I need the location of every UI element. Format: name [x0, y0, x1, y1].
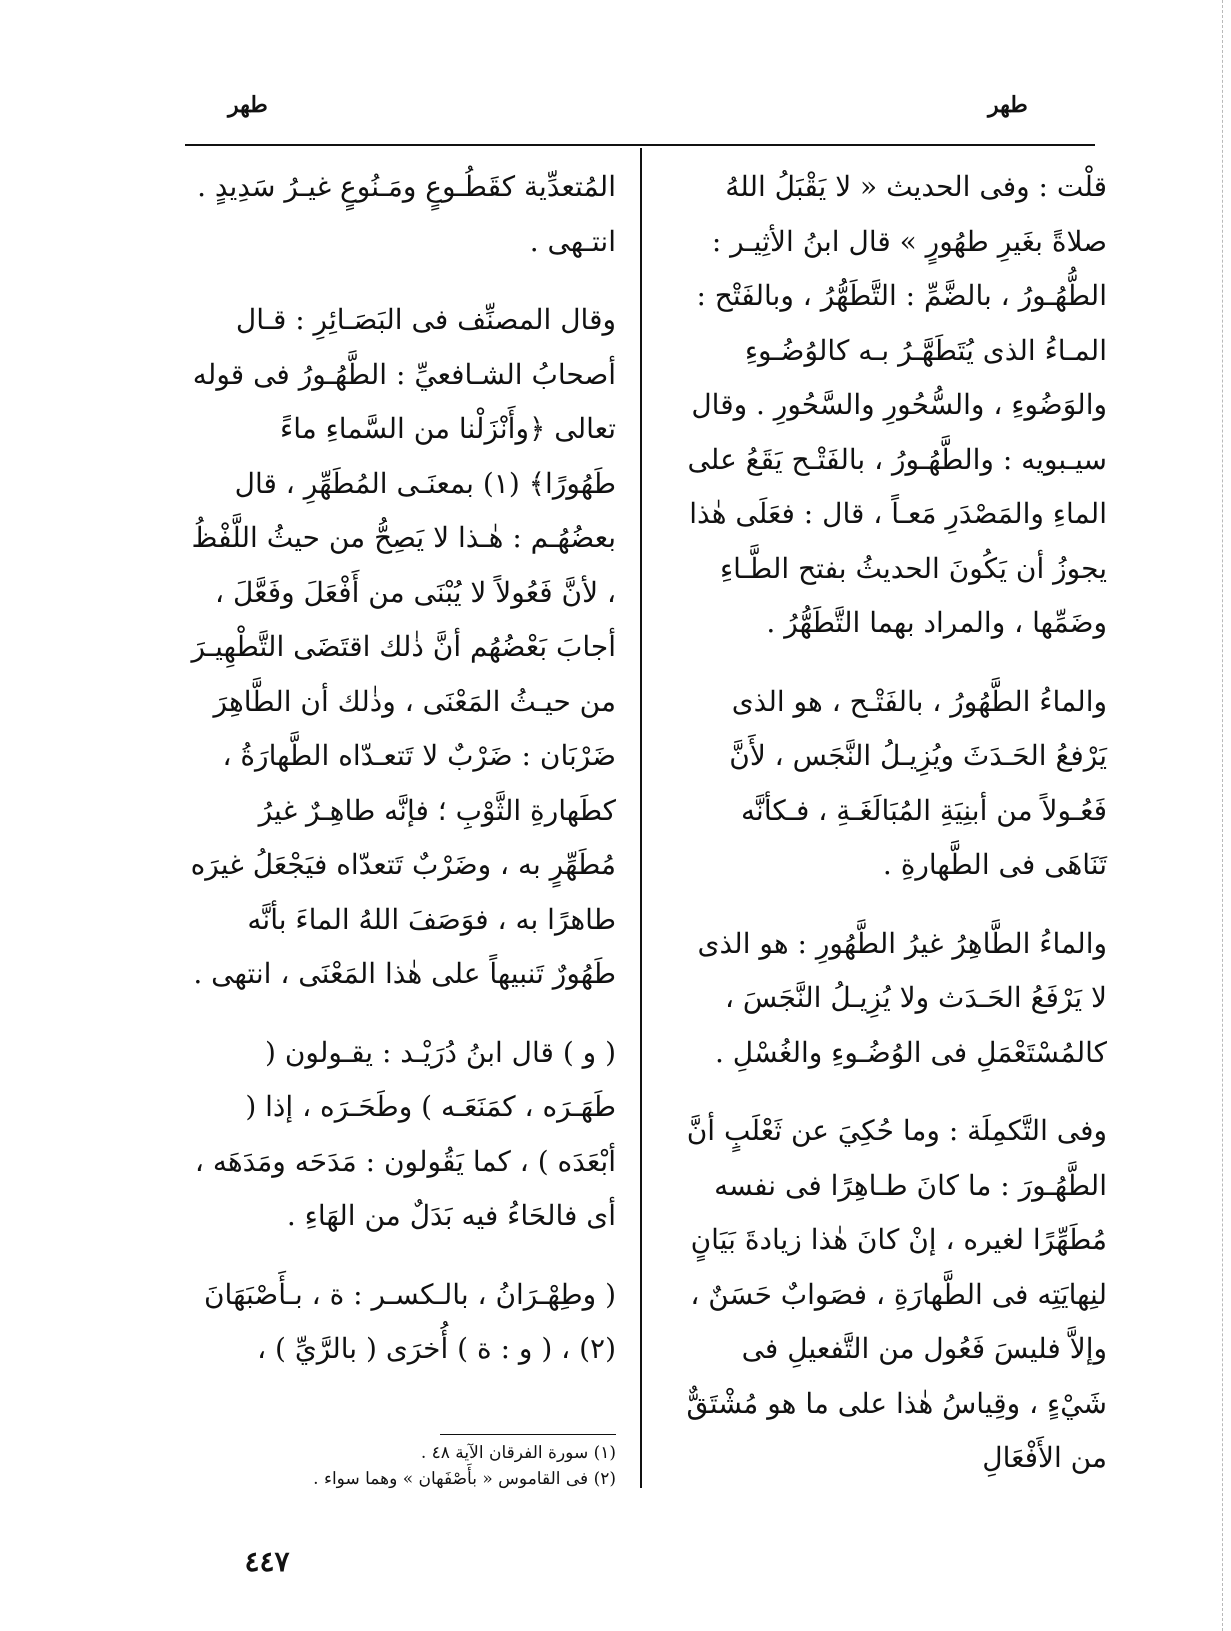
left-column — [186, 160, 616, 1401]
footnote-1: (١) سورة الفرقان الآية ٤٨ . — [420, 1443, 616, 1463]
right-paragraph-2: والماءُ الطَّهُورُ ، بالفَتْـح ، هو الذى يَرْفعُ الحَـدَثَ ويُزِيـلُ النَّجَس ، لأَنَّ فَعُـولاً من أبنِيَةِ المُبَالَغَـةِ ، فـكأنَّه تَنَاهَى فى الطَّهارةِ . — [729, 684, 1107, 881]
footnotes — [186, 1440, 616, 1492]
left-paragraph-3: ( و ) قال ابنُ دُرَيْـد : يقـولون ( طَهَـرَه ، كمَنَعَـه ) وطَحَـرَه ، إذا ( أبْعَدَه ) ، كما يَقُولون : مَدَحَه ومَدَهَه ، أى فالحَاءُ فيه بَدَلٌ من الهَاءِ . — [194, 1035, 616, 1232]
header-rule — [185, 144, 1095, 146]
scan-edge-line — [1222, 0, 1223, 1631]
column-divider — [640, 148, 642, 1488]
right-paragraph-4: وفى التَّكمِلَة : وما حُكِيَ عن ثَعْلَبٍ أنَّ الطَّهُـورَ : ما كانَ طـاهِرًا فى نفسه مُطَهِّرًا لغيره ، إنْ كانَ هٰذا زيادةَ بَيَانٍ لنِهايَتِه فى الطَّهارَةِ ، فصَوابٌ حَسَنٌ ، وإلاَّ فليسَ فَعُول من التَّفعيلِ فى شَيْءٍ ، وقِياسُ هٰذا على ما هو مُشْتَقٌّ من الأَفْعَالِ — [686, 1114, 1107, 1474]
right-column — [682, 160, 1107, 1510]
footnote-2: (٢) فى القاموس « بأَصْفَهان » وهما سواء . — [313, 1469, 616, 1489]
header-left-word: طهر — [228, 92, 268, 118]
page-number: ٤٤٧ — [244, 1545, 290, 1578]
right-paragraph-1: قلْت : وفى الحديث « لا يَقْبَلُ اللهُ صلاةً بغَيرِ طهُورٍ » قال ابنُ الأثِيـر : الطُّهُـورُ ، بالضَّمِّ : التَّطَهُّرُ ، وبالفَتْح : المـاءُ الذى يُتَطَهَّـرُ بـه كالوُضُـوءِ والوَضُوءِ ، والسُّحُورِ والسَّحُورِ . وقال سيـبويه : والطَّهُـورُ ، بالفَتْـح يَقَعُ على الماءِ والمَصْدَرِ مَعـاً ، قال : فعَلَى هٰذا يجوزُ أن يَكُونَ الحديثُ بفتح الطَّـاءِ وضَمِّها ، والمراد بهما التَّطَهُّرُ . — [687, 170, 1107, 639]
right-paragraph-3: والماءُ الطَّاهِرُ غيرُ الطَّهُورِ : هو الذى لا يَرْفَعُ الحَـدَث ولا يُزِيـلُ النَّجَسَ ، كالمُسْتَعْمَلِ فى الوُضُـوءِ والغُسْلِ . — [697, 926, 1107, 1069]
left-paragraph-1: المُتعدِّية كقَطُـوعٍ ومَـنُوعٍ غيـرُ سَدِيدٍ . انتـهى . — [197, 170, 616, 258]
left-paragraph-4: ( وطِهْـرَانُ ، بالـكسـر : ة ، بـأَصْبَهَانَ (٢) ، ( و : ة ) أُخرَى ( بالرَّيِّ ) ، — [203, 1277, 616, 1365]
left-paragraph-2: وقال المصنِّف فى البَصَـائِرِ : قـال أصحابُ الشـافعيِّ : الطَّهُـورُ فى قوله تعالى ﴿وأَنْزَلْنا من السَّماءِ ماءً طَهُورًا﴾ (١) بمعنَـى المُطَهِّرِ ، قال بعضُهُـم : هٰـذا لا يَصِحُّ من حيثُ اللَّفْظُ ، لأنَّ فَعُولاً لا يُبْنَى من أَفْعَلَ وفَعَّلَ ، أجابَ بَعْضُهُم أنَّ ذٰلك اقتَضَى التَّطْهِيـرَ من حيـثُ المَعْنَى ، وذٰلك أن الطَّاهِرَ ضَرْبَان : ضَرْبٌ لا تَتعـدّاه الطَّهارَةُ ، كطَهارةِ الثَّوْبِ ؛ فإنَّه طاهِـرٌ غيرُ مُطَهِّرٍ به ، وضَرْبٌ تَتعدّاه فيَجْعَلُ غيرَه طاهرًا به ، فوَصَفَ اللهُ الماءَ بأنَّه طَهُورٌ تَنبيهاً على هٰذا المَعْنَى ، انتهى . — [190, 303, 616, 990]
header-right-word: طهر — [988, 92, 1028, 118]
footnote-rule — [440, 1434, 616, 1435]
